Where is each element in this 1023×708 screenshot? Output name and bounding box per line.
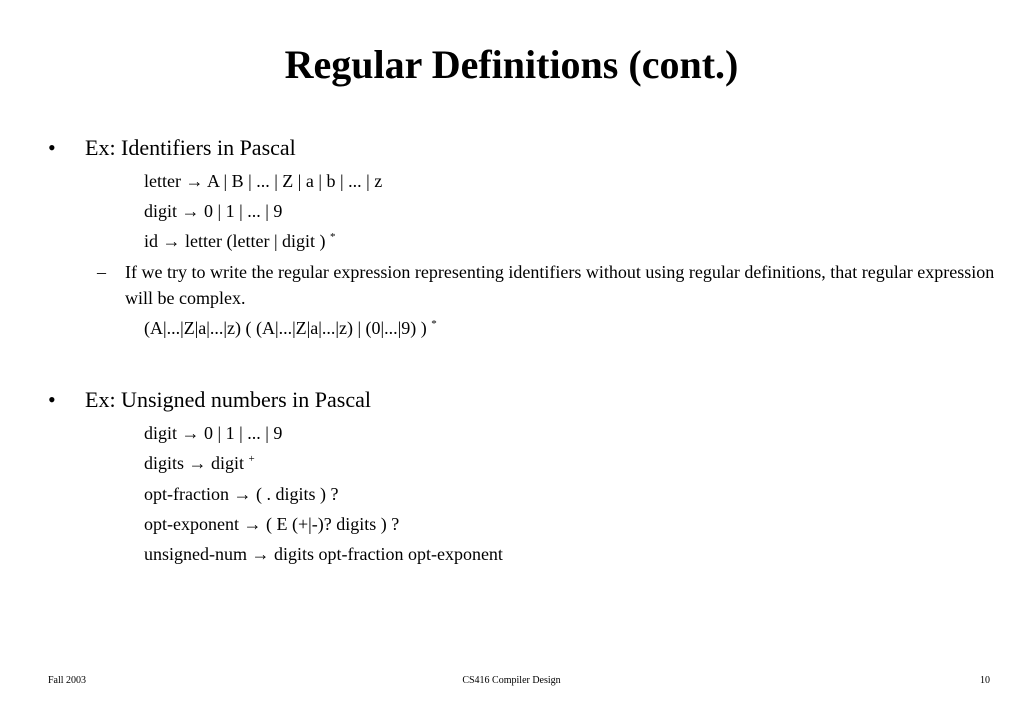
bullet-identifiers-text: Ex: Identifiers in Pascal [85,135,296,160]
kleene-star: * [330,231,336,243]
bullet-unsigned-numbers-text: Ex: Unsigned numbers in Pascal [85,387,371,412]
slide-title: Regular Definitions (cont.) [284,42,739,87]
dash-marker: – [97,262,106,282]
sub-bullet-note [97,259,997,311]
definition-digits [144,452,255,474]
footer-course: CS416 Compiler Design [462,675,561,686]
bullet-identifiers [48,134,296,162]
definition-digits-text: digits → digit [144,453,249,473]
bullet-unsigned-numbers [48,386,371,414]
definition-id-text: id → letter (letter | digit ) [144,231,331,251]
definition-digit-2: digit → 0 | 1 | ... | 9 [144,423,283,443]
definition-opt-exponent: opt-exponent → ( E (+|-)? digits ) ? [144,514,400,534]
expression-identifiers-text: (A|...|Z|a|...|z) ( (A|...|Z|a|...|z) | (0|...|9) ) [144,318,432,338]
definition-id [144,230,336,252]
definition-opt-fraction: opt-fraction → ( . digits ) ? [144,484,339,504]
footer-date: Fall 2003 [48,675,87,686]
kleene-star: * [431,318,437,330]
plus-superscript: + [248,453,255,465]
definition-letter: letter → A | B | ... | Z | a | b | ... | z [144,171,383,191]
footer-page-number: 10 [980,675,990,686]
expression-identifiers [144,317,437,339]
sub-bullet-note-text: If we try to write the regular expression representing identifiers without using regular definitions, that regular expression will be complex. [125,262,995,308]
bullet-marker: • [48,387,56,412]
bullet-marker: • [48,135,56,160]
definition-digit: digit → 0 | 1 | ... | 9 [144,201,283,221]
definition-unsigned-num: unsigned-num → digits opt-fraction opt-exponent [144,544,503,564]
